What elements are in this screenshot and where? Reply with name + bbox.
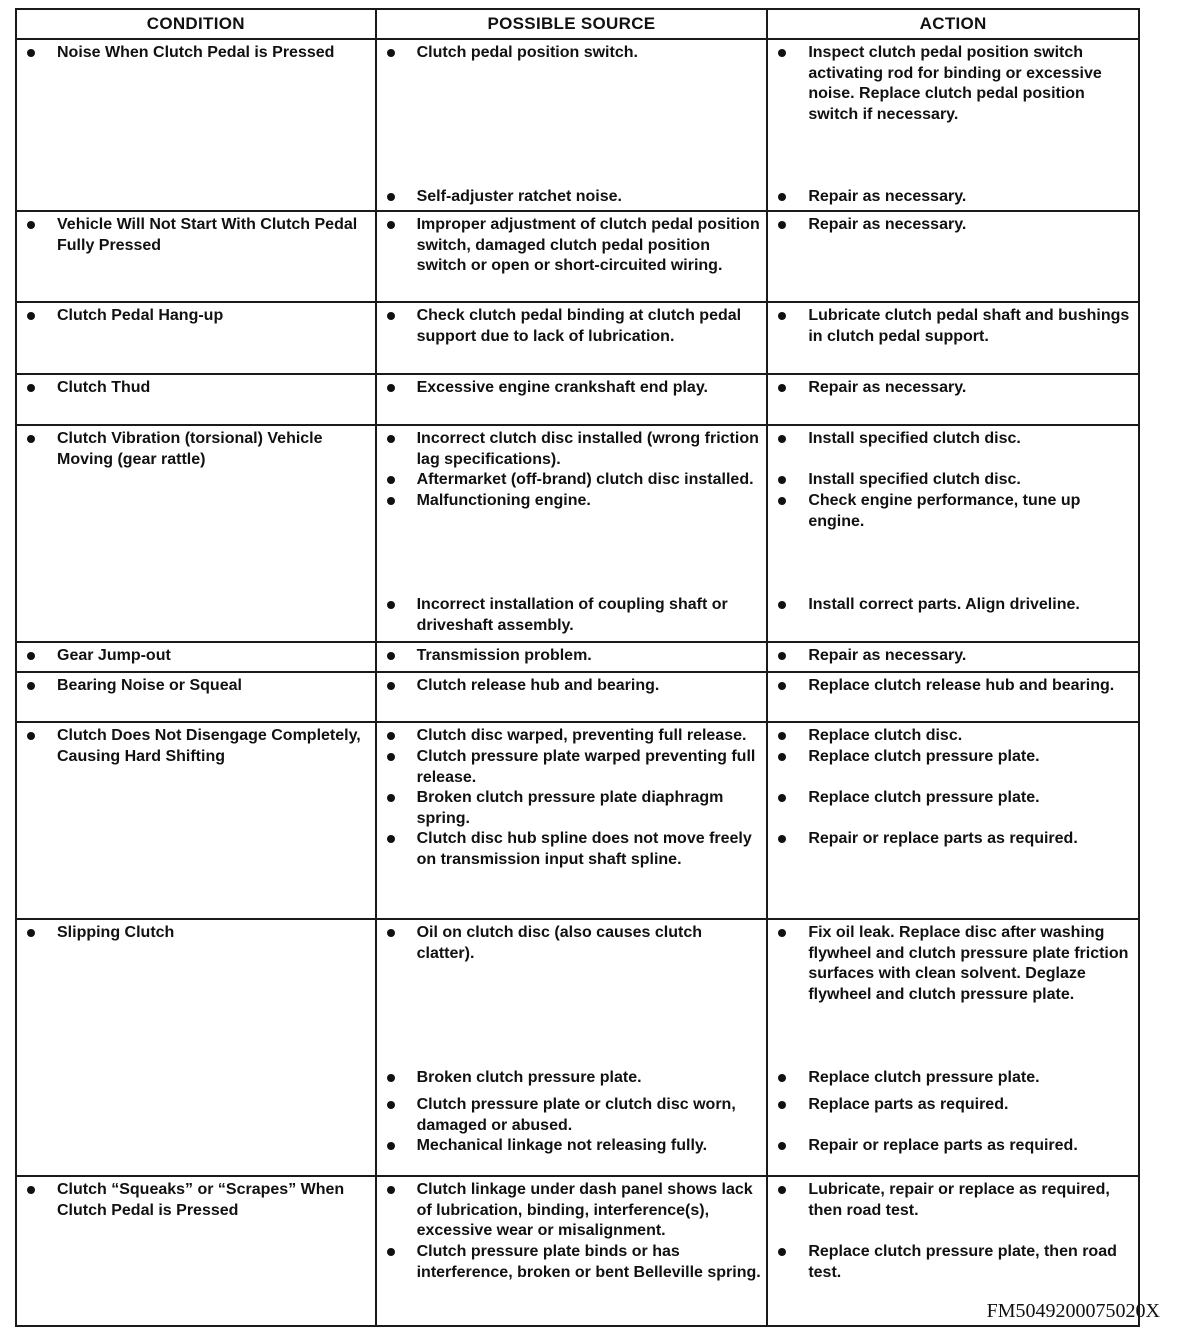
- action-item: [774, 43, 1134, 125]
- action-text: Replace clutch pressure plate.: [808, 1069, 1040, 1086]
- action-cell: [767, 302, 1139, 374]
- condition-cell: [16, 919, 376, 1176]
- condition-text: Vehicle Will Not Start With Clutch Pedal Fully Pressed: [57, 216, 358, 254]
- condition-cell: [16, 1176, 376, 1326]
- condition-cell: [16, 642, 376, 672]
- action-text: Install correct parts. Align driveline.: [808, 596, 1080, 613]
- action-item: [774, 1068, 1134, 1089]
- action-text: Replace parts as required.: [808, 1096, 1009, 1113]
- possible-source-text: Clutch disc warped, preventing full release.: [416, 727, 747, 744]
- condition-item: [23, 923, 371, 944]
- bullet-icon: [387, 497, 395, 505]
- action-cell: [767, 39, 1139, 211]
- possible-source-text: Clutch release hub and bearing.: [416, 677, 660, 694]
- bullet-icon: [27, 312, 35, 320]
- action-item: [774, 378, 1134, 399]
- condition-text: Clutch Does Not Disengage Completely, Causing Hard Shifting: [57, 727, 361, 765]
- action-text: Replace clutch pressure plate.: [808, 789, 1040, 806]
- table-row: [16, 302, 1139, 374]
- condition-item: [23, 306, 371, 327]
- condition-item: [23, 215, 371, 256]
- table-row: [16, 39, 1139, 211]
- action-text: Inspect clutch pedal position switch activating rod for binding or excessive noise. Replace clutch pedal position switch if necessary.: [808, 44, 1102, 123]
- condition-text: Bearing Noise or Squeal: [57, 677, 242, 694]
- action-cell: [767, 672, 1139, 722]
- bullet-icon: [387, 221, 395, 229]
- bullet-icon: [778, 835, 786, 843]
- bullet-icon: [387, 1074, 395, 1082]
- action-item: [774, 747, 1134, 788]
- possible-source-text: Transmission problem.: [416, 647, 592, 664]
- action-text: Repair as necessary.: [808, 379, 967, 396]
- possible-source-cell: [376, 919, 768, 1176]
- action-text: Replace clutch release hub and bearing.: [808, 677, 1115, 694]
- action-text: Repair as necessary.: [808, 188, 967, 205]
- condition-item: [23, 676, 371, 697]
- action-text: Install specified clutch disc.: [808, 471, 1021, 488]
- bullet-icon: [27, 732, 35, 740]
- bullet-icon: [27, 49, 35, 57]
- possible-source-text: Clutch linkage under dash panel shows lack of lubrication, binding, interference(s), excessive wear or misalignment.: [416, 1181, 753, 1239]
- bullet-icon: [387, 435, 395, 443]
- possible-source-cell: [376, 211, 768, 302]
- bullet-icon: [778, 732, 786, 740]
- bullet-icon: [778, 193, 786, 201]
- possible-source-text: Clutch pressure plate binds or has interference, broken or bent Belleville spring.: [416, 1243, 761, 1281]
- action-cell: [767, 919, 1139, 1176]
- possible-source-item: [383, 429, 763, 470]
- possible-source-text: Clutch pressure plate or clutch disc worn, damaged or abused.: [416, 1096, 736, 1134]
- table-body: [16, 39, 1139, 1326]
- table-row: [16, 642, 1139, 672]
- possible-source-text: Oil on clutch disc (also causes clutch clatter).: [416, 924, 703, 962]
- possible-source-item: [383, 595, 763, 636]
- possible-source-item: [383, 491, 763, 532]
- action-text: Replace clutch pressure plate.: [808, 748, 1040, 765]
- bullet-icon: [27, 221, 35, 229]
- action-item: [774, 676, 1134, 697]
- bullet-icon: [778, 1186, 786, 1194]
- condition-item: [23, 726, 371, 767]
- bullet-icon: [387, 601, 395, 609]
- bullet-icon: [387, 49, 395, 57]
- possible-source-item: [383, 1068, 763, 1089]
- bullet-icon: [778, 1074, 786, 1082]
- possible-source-cell: [376, 425, 768, 642]
- possible-source-cell: [376, 1176, 768, 1326]
- action-cell: [767, 425, 1139, 642]
- action-item: [774, 726, 1134, 747]
- diagnosis-table: [15, 8, 1140, 1327]
- bullet-icon: [387, 794, 395, 802]
- possible-source-cell: [376, 642, 768, 672]
- possible-source-text: Self-adjuster ratchet noise.: [416, 188, 622, 205]
- condition-text: Clutch Thud: [57, 379, 151, 396]
- possible-source-item: [383, 1095, 763, 1136]
- bullet-icon: [27, 384, 35, 392]
- possible-source-text: Mechanical linkage not releasing fully.: [416, 1137, 708, 1154]
- bullet-icon: [778, 476, 786, 484]
- possible-source-item: [383, 378, 763, 399]
- condition-cell: [16, 374, 376, 425]
- action-item: [774, 429, 1134, 470]
- action-cell: [767, 722, 1139, 919]
- bullet-icon: [778, 384, 786, 392]
- bullet-icon: [387, 1248, 395, 1256]
- action-text: Repair as necessary.: [808, 216, 967, 233]
- possible-source-item: [383, 923, 763, 1005]
- condition-text: Slipping Clutch: [57, 924, 175, 941]
- possible-source-cell: [376, 374, 768, 425]
- bullet-icon: [778, 221, 786, 229]
- table-row: [16, 211, 1139, 302]
- bullet-icon: [778, 794, 786, 802]
- possible-source-cell: [376, 722, 768, 919]
- action-cell: [767, 211, 1139, 302]
- possible-source-text: Clutch pedal position switch.: [416, 44, 638, 61]
- action-text: Lubricate, repair or replace as required, then road test.: [808, 1181, 1110, 1219]
- action-text: Fix oil leak. Replace disc after washing flywheel and clutch pressure plate friction surfaces with clean solvent. Deglaze flywheel and clutch pressure plate.: [808, 924, 1129, 1003]
- bullet-icon: [778, 753, 786, 761]
- possible-source-text: Clutch disc hub spline does not move freely on transmission input shaft spline.: [416, 830, 752, 868]
- action-item: [774, 1136, 1134, 1157]
- possible-source-item: [383, 646, 763, 667]
- condition-item: [23, 429, 371, 470]
- action-item: [774, 923, 1134, 1005]
- action-text: Lubricate clutch pedal shaft and bushings in clutch pedal support.: [808, 307, 1130, 345]
- bullet-icon: [778, 1101, 786, 1109]
- possible-source-item: [383, 43, 763, 125]
- bullet-icon: [387, 384, 395, 392]
- bullet-icon: [387, 835, 395, 843]
- condition-text: Clutch Pedal Hang-up: [57, 307, 224, 324]
- condition-item: [23, 378, 371, 399]
- possible-source-cell: [376, 302, 768, 374]
- bullet-icon: [27, 1186, 35, 1194]
- action-item: [774, 1095, 1134, 1136]
- bullet-icon: [778, 1248, 786, 1256]
- possible-source-item: [383, 470, 763, 491]
- possible-source-item: [383, 306, 763, 347]
- bullet-icon: [387, 682, 395, 690]
- possible-source-item: [383, 747, 763, 788]
- possible-source-cell: [376, 672, 768, 722]
- bullet-icon: [778, 1142, 786, 1150]
- condition-cell: [16, 302, 376, 374]
- action-text: Repair or replace parts as required.: [808, 830, 1078, 847]
- action-item: [774, 215, 1134, 277]
- possible-source-item: [383, 676, 763, 697]
- bullet-icon: [387, 193, 395, 201]
- condition-text: Clutch “Squeaks” or “Scrapes” When Clutch Pedal is Pressed: [57, 1181, 345, 1219]
- action-item: [774, 829, 1134, 870]
- bullet-icon: [27, 435, 35, 443]
- possible-source-text: Excessive engine crankshaft end play.: [416, 379, 708, 396]
- action-item: [774, 470, 1134, 491]
- condition-item: [23, 1180, 371, 1221]
- possible-source-cell: [376, 39, 768, 211]
- bullet-icon: [387, 1101, 395, 1109]
- condition-text: Gear Jump-out: [57, 647, 171, 664]
- possible-source-item: [383, 726, 763, 747]
- action-item: [774, 1242, 1134, 1283]
- action-item: [774, 491, 1134, 532]
- possible-source-item: [383, 215, 763, 277]
- table-row: [16, 919, 1139, 1176]
- condition-text: Noise When Clutch Pedal is Pressed: [57, 44, 335, 61]
- table-row: [16, 374, 1139, 425]
- bullet-icon: [387, 1186, 395, 1194]
- action-item: [774, 646, 1134, 667]
- action-cell: [767, 642, 1139, 672]
- bullet-icon: [778, 682, 786, 690]
- possible-source-text: Improper adjustment of clutch pedal position switch, damaged clutch pedal position switch or open or short-circuited wiring.: [416, 216, 760, 274]
- action-text: Install specified clutch disc.: [808, 430, 1021, 447]
- table-row: [16, 1176, 1139, 1326]
- action-item: [774, 595, 1134, 636]
- bullet-icon: [387, 1142, 395, 1150]
- action-item: [774, 788, 1134, 829]
- bullet-icon: [778, 929, 786, 937]
- bullet-icon: [387, 732, 395, 740]
- possible-source-item: [383, 1242, 763, 1283]
- condition-cell: [16, 672, 376, 722]
- action-item: [774, 187, 1134, 208]
- possible-source-item: [383, 187, 763, 208]
- possible-source-text: Broken clutch pressure plate diaphragm spring.: [416, 789, 724, 827]
- possible-source-item: [383, 788, 763, 829]
- action-text: Replace clutch pressure plate, then road test.: [808, 1243, 1117, 1281]
- figure-code: FM5049200075020X: [986, 1300, 1160, 1322]
- action-item: [774, 1180, 1134, 1242]
- bullet-icon: [778, 601, 786, 609]
- action-text: Repair or replace parts as required.: [808, 1137, 1078, 1154]
- table-row: [16, 672, 1139, 722]
- possible-source-text: Malfunctioning engine.: [416, 492, 591, 509]
- condition-text: Clutch Vibration (torsional) Vehicle Moving (gear rattle): [57, 430, 323, 468]
- condition-item: [23, 646, 371, 667]
- possible-source-text: Check clutch pedal binding at clutch pedal support due to lack of lubrication.: [416, 307, 742, 345]
- bullet-icon: [387, 312, 395, 320]
- bullet-icon: [27, 929, 35, 937]
- possible-source-text: Incorrect installation of coupling shaft or driveshaft assembly.: [416, 596, 728, 634]
- bullet-icon: [778, 312, 786, 320]
- action-text: Check engine performance, tune up engine.: [808, 492, 1081, 530]
- bullet-icon: [27, 682, 35, 690]
- action-text: Replace clutch disc.: [808, 727, 963, 744]
- bullet-icon: [778, 652, 786, 660]
- condition-cell: [16, 211, 376, 302]
- header-row: [16, 9, 1139, 39]
- action-item: [774, 306, 1134, 347]
- possible-source-text: Broken clutch pressure plate.: [416, 1069, 642, 1086]
- condition-cell: [16, 425, 376, 642]
- possible-source-item: [383, 1136, 763, 1157]
- bullet-icon: [387, 652, 395, 660]
- condition-cell: [16, 39, 376, 211]
- bullet-icon: [778, 497, 786, 505]
- bullet-icon: [387, 476, 395, 484]
- table-row: [16, 722, 1139, 919]
- bullet-icon: [387, 753, 395, 761]
- bullet-icon: [27, 652, 35, 660]
- possible-source-item: [383, 1180, 763, 1242]
- table-row: [16, 425, 1139, 642]
- possible-source-text: Incorrect clutch disc installed (wrong friction lag specifications).: [416, 430, 759, 468]
- possible-source-text: Aftermarket (off-brand) clutch disc installed.: [416, 471, 754, 488]
- bullet-icon: [387, 929, 395, 937]
- header-possible-source: POSSIBLE SOURCE: [376, 9, 768, 39]
- header-condition: CONDITION: [16, 9, 376, 39]
- header-action: ACTION: [767, 9, 1139, 39]
- bullet-icon: [778, 49, 786, 57]
- bullet-icon: [778, 435, 786, 443]
- action-text: Repair as necessary.: [808, 647, 967, 664]
- possible-source-item: [383, 829, 763, 870]
- condition-cell: [16, 722, 376, 919]
- possible-source-text: Clutch pressure plate warped preventing full release.: [416, 748, 756, 786]
- condition-item: [23, 43, 371, 64]
- action-cell: [767, 374, 1139, 425]
